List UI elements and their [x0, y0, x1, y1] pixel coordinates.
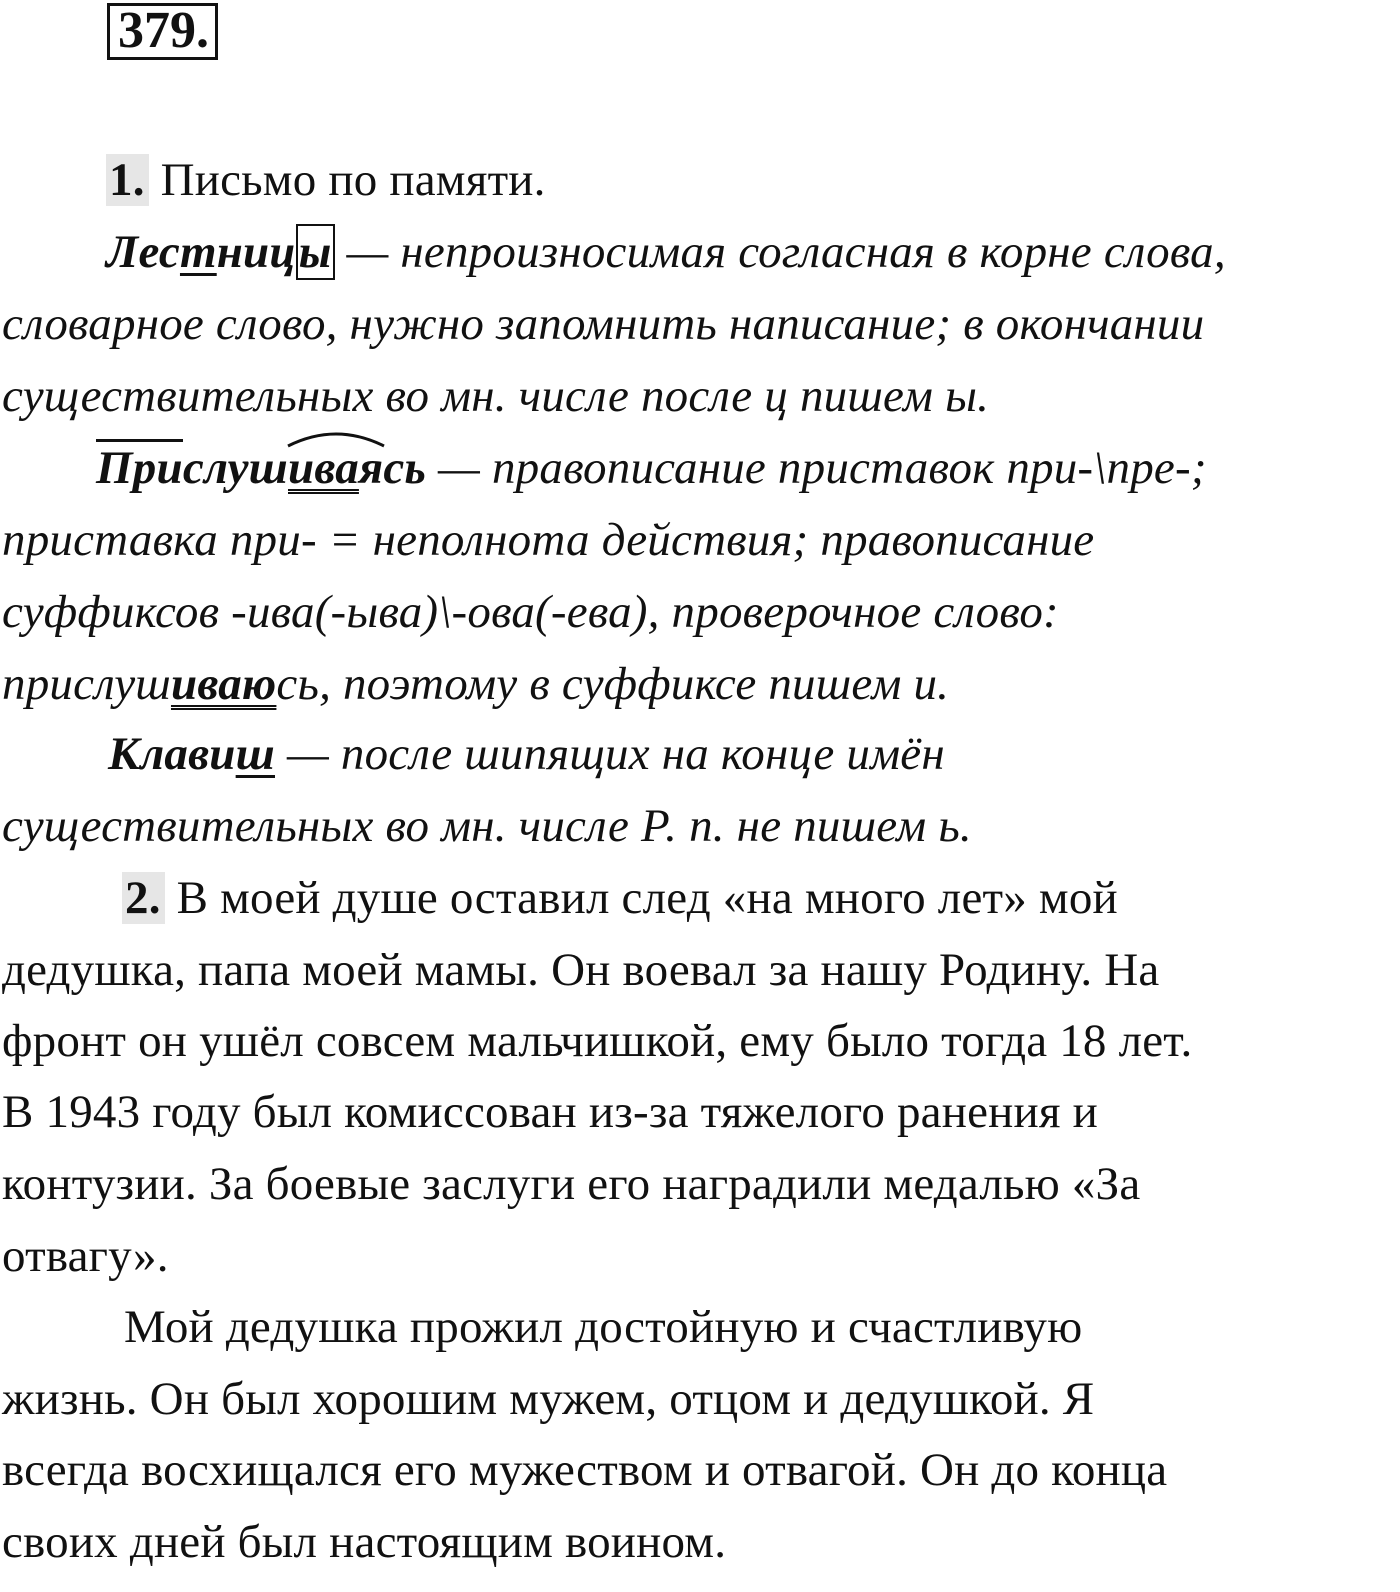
part2-line-9: всегда восхищался его мужеством и отвагой. Он до конца: [2, 1444, 1168, 1496]
part1-line-8: [108, 726, 945, 782]
word-lestnitsy-part: Лес: [106, 226, 180, 278]
word-lestnitsy-underlined-letter: т: [179, 226, 217, 278]
part1-line-3: существительных во мн. числе после ц пишем ы.: [2, 370, 990, 422]
part2-line-1-text: В моей душе оставил след «на много лет» мой: [164, 872, 1118, 924]
part2-line-2: дедушка, папа моей мамы. Он воевал за нашу Родину. На: [2, 944, 1160, 996]
part2-line-7: Мой дедушка прожил достойную и счастливую: [124, 1301, 1083, 1353]
part1-line-2: словарное слово, нужно запомнить написание; в окончании: [2, 298, 1205, 350]
part1-line-6: суффиксов -ива(-ыва)\-ова(-ева), проверочное слово:: [2, 586, 1059, 638]
word-klavish-underlined-letter: ш: [235, 728, 275, 780]
part1-line-4: [96, 440, 1207, 496]
part2-label: 2.: [122, 872, 165, 924]
part1-title: Письмо по памяти.: [148, 154, 546, 206]
part2-line-3: фронт он ушёл совсем мальчишкой, ему было тогда 18 лет.: [2, 1015, 1193, 1067]
part1-heading: [106, 152, 546, 208]
word-lestnitsy-ending-box: ы: [296, 224, 335, 280]
word-prislushivayas-suffix: ива: [288, 442, 359, 494]
part2-line-1: [122, 870, 1118, 926]
word-prislushivayus-part: прислуш: [2, 658, 171, 710]
word-prislushivayas-ending: ясь: [358, 442, 427, 494]
part1-line-5: приставка при- = неполнота действия; правописание: [2, 514, 1095, 566]
word-prislushivayas-root: слуш: [182, 442, 288, 494]
part1-line-8-text: — после шипящих на конце имён: [275, 728, 945, 780]
word-klavish-part: Клави: [108, 728, 236, 780]
part1-line-7-text: сь, поэтому в суффиксе пишем и.: [276, 658, 950, 710]
word-prislushivayus-suffix: иваю: [170, 658, 277, 710]
part2-line-8: жизнь. Он был хорошим мужем, отцом и дедушкой. Я: [2, 1373, 1095, 1425]
part1-label: 1.: [106, 154, 149, 206]
part2-line-5: контузии. За боевые заслуги его наградили медалью «За: [2, 1158, 1141, 1210]
word-lestnitsy-part: ниц: [216, 226, 296, 278]
part1-line-1-text: — непроизносимая согласная в корне слова,: [334, 226, 1226, 278]
part2-line-10: своих дней был настоящим воином.: [2, 1516, 727, 1568]
part2-line-6: отвагу».: [2, 1230, 169, 1282]
task-number: 379.: [107, 3, 218, 60]
suffix-arc-mark: [286, 426, 386, 448]
part1-line-9: существительных во мн. числе Р. п. не пишем ь.: [2, 800, 972, 852]
part2-line-4: В 1943 году был комиссован из-за тяжелого ранения и: [2, 1086, 1098, 1138]
part1-line-1: [106, 224, 1226, 280]
part1-line-7: [2, 656, 949, 712]
part1-line-4-text: — правописание приставок при-\пре-;: [426, 442, 1207, 494]
word-prislushivayas-prefix: При: [96, 439, 183, 494]
